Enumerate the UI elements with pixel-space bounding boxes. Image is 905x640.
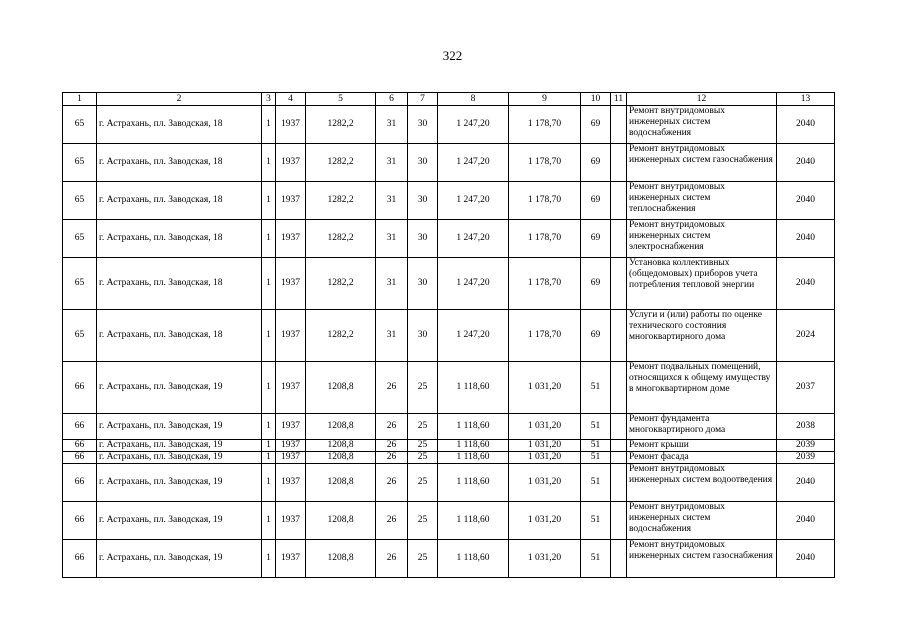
cell-year-built: 1937 xyxy=(276,182,306,220)
table-row xyxy=(63,106,835,144)
cell-flat-count: 26 xyxy=(376,540,408,578)
cell-year-built: 1937 xyxy=(276,362,306,414)
cell-residents: 69 xyxy=(581,220,611,258)
cell-house-number: 65 xyxy=(63,220,97,258)
table-row xyxy=(63,362,835,414)
cell-entrance-count: 1 xyxy=(262,220,276,258)
cell-house-number: 66 xyxy=(63,540,97,578)
column-number: 12 xyxy=(627,93,777,106)
cell-address: г. Астрахань, пл. Заводская, 19 xyxy=(97,362,262,414)
cell-col-11 xyxy=(611,182,627,220)
cell-residents: 69 xyxy=(581,310,611,362)
table-row xyxy=(63,414,835,440)
cell-col-11 xyxy=(611,464,627,502)
cell-work-type: Ремонт подвальных помещений, относящихся к общему имуществу в многоквартирном доме xyxy=(627,362,777,414)
cell-year-planned: 2040 xyxy=(777,464,835,502)
cell-owned-area: 1 031,20 xyxy=(509,414,581,440)
cell-year-built: 1937 xyxy=(276,414,306,440)
cell-address: г. Астрахань, пл. Заводская, 18 xyxy=(97,220,262,258)
cell-year-planned: 2040 xyxy=(777,540,835,578)
cell-entrance-count: 1 xyxy=(262,464,276,502)
cell-living-area: 1 118,60 xyxy=(438,540,509,578)
column-number: 1 xyxy=(63,93,97,106)
cell-residential-count: 25 xyxy=(408,362,438,414)
cell-total-area: 1282,2 xyxy=(306,144,376,182)
cell-flat-count: 26 xyxy=(376,440,408,452)
cell-flat-count: 31 xyxy=(376,106,408,144)
cell-year-built: 1937 xyxy=(276,452,306,464)
cell-owned-area: 1 031,20 xyxy=(509,452,581,464)
cell-col-11 xyxy=(611,452,627,464)
table-row xyxy=(63,464,835,502)
cell-house-number: 66 xyxy=(63,362,97,414)
cell-residents: 51 xyxy=(581,440,611,452)
cell-address: г. Астрахань, пл. Заводская, 18 xyxy=(97,258,262,310)
cell-col-11 xyxy=(611,414,627,440)
cell-entrance-count: 1 xyxy=(262,502,276,540)
cell-address: г. Астрахань, пл. Заводская, 19 xyxy=(97,464,262,502)
cell-living-area: 1 247,20 xyxy=(438,220,509,258)
cell-address: г. Астрахань, пл. Заводская, 19 xyxy=(97,502,262,540)
cell-col-11 xyxy=(611,310,627,362)
cell-year-built: 1937 xyxy=(276,310,306,362)
cell-flat-count: 31 xyxy=(376,258,408,310)
cell-residential-count: 30 xyxy=(408,144,438,182)
cell-year-built: 1937 xyxy=(276,220,306,258)
cell-living-area: 1 247,20 xyxy=(438,106,509,144)
cell-living-area: 1 118,60 xyxy=(438,452,509,464)
cell-living-area: 1 118,60 xyxy=(438,414,509,440)
cell-year-planned: 2037 xyxy=(777,362,835,414)
cell-house-number: 66 xyxy=(63,452,97,464)
cell-entrance-count: 1 xyxy=(262,540,276,578)
cell-year-built: 1937 xyxy=(276,144,306,182)
cell-year-planned: 2039 xyxy=(777,440,835,452)
cell-living-area: 1 118,60 xyxy=(438,362,509,414)
cell-house-number: 65 xyxy=(63,182,97,220)
cell-total-area: 1282,2 xyxy=(306,182,376,220)
cell-work-type: Ремонт фундамента многоквартирного дома xyxy=(627,414,777,440)
cell-work-type: Ремонт крыши xyxy=(627,440,777,452)
cell-residents: 51 xyxy=(581,502,611,540)
cell-flat-count: 26 xyxy=(376,502,408,540)
cell-work-type: Ремонт внутридомовых инженерных систем газоснабжения xyxy=(627,540,777,578)
cell-living-area: 1 247,20 xyxy=(438,182,509,220)
cell-entrance-count: 1 xyxy=(262,182,276,220)
cell-entrance-count: 1 xyxy=(262,310,276,362)
cell-owned-area: 1 178,70 xyxy=(509,182,581,220)
column-number: 7 xyxy=(408,93,438,106)
column-number: 5 xyxy=(306,93,376,106)
cell-col-11 xyxy=(611,362,627,414)
cell-residents: 51 xyxy=(581,452,611,464)
cell-year-built: 1937 xyxy=(276,440,306,452)
cell-residents: 51 xyxy=(581,362,611,414)
column-number: 6 xyxy=(376,93,408,106)
cell-house-number: 66 xyxy=(63,440,97,452)
cell-year-planned: 2040 xyxy=(777,106,835,144)
cell-work-type: Ремонт внутридомовых инженерных систем водоснабжения xyxy=(627,106,777,144)
cell-year-planned: 2040 xyxy=(777,258,835,310)
header-row xyxy=(63,93,835,106)
cell-flat-count: 31 xyxy=(376,144,408,182)
cell-work-type: Установка коллективных (общедомовых) приборов учета потребления тепловой энергии xyxy=(627,258,777,310)
cell-col-11 xyxy=(611,144,627,182)
cell-owned-area: 1 178,70 xyxy=(509,258,581,310)
cell-address: г. Астрахань, пл. Заводская, 19 xyxy=(97,414,262,440)
cell-col-11 xyxy=(611,540,627,578)
cell-owned-area: 1 031,20 xyxy=(509,502,581,540)
cell-residential-count: 25 xyxy=(408,440,438,452)
cell-house-number: 65 xyxy=(63,144,97,182)
cell-residential-count: 25 xyxy=(408,540,438,578)
cell-total-area: 1282,2 xyxy=(306,220,376,258)
cell-living-area: 1 247,20 xyxy=(438,310,509,362)
cell-address: г. Астрахань, пл. Заводская, 19 xyxy=(97,440,262,452)
cell-work-type: Ремонт внутридомовых инженерных систем теплоснабжения xyxy=(627,182,777,220)
cell-total-area: 1208,8 xyxy=(306,440,376,452)
cell-address: г. Астрахань, пл. Заводская, 19 xyxy=(97,540,262,578)
cell-entrance-count: 1 xyxy=(262,144,276,182)
cell-flat-count: 31 xyxy=(376,220,408,258)
cell-work-type: Ремонт внутридомовых инженерных систем электроснабжения xyxy=(627,220,777,258)
table-row xyxy=(63,182,835,220)
cell-residents: 51 xyxy=(581,414,611,440)
cell-house-number: 66 xyxy=(63,502,97,540)
cell-year-planned: 2040 xyxy=(777,144,835,182)
cell-residential-count: 25 xyxy=(408,502,438,540)
cell-entrance-count: 1 xyxy=(262,106,276,144)
cell-col-11 xyxy=(611,220,627,258)
cell-col-11 xyxy=(611,440,627,452)
column-number: 9 xyxy=(509,93,581,106)
cell-total-area: 1282,2 xyxy=(306,106,376,144)
column-number: 2 xyxy=(97,93,262,106)
cell-year-built: 1937 xyxy=(276,106,306,144)
cell-year-built: 1937 xyxy=(276,540,306,578)
table-row xyxy=(63,310,835,362)
cell-address: г. Астрахань, пл. Заводская, 18 xyxy=(97,144,262,182)
cell-house-number: 65 xyxy=(63,310,97,362)
cell-total-area: 1208,8 xyxy=(306,464,376,502)
cell-living-area: 1 247,20 xyxy=(438,258,509,310)
cell-residential-count: 30 xyxy=(408,220,438,258)
cell-flat-count: 26 xyxy=(376,414,408,440)
cell-work-type: Услуги и (или) работы по оценке технического состояния многоквартирного дома xyxy=(627,310,777,362)
cell-total-area: 1208,8 xyxy=(306,362,376,414)
cell-owned-area: 1 031,20 xyxy=(509,362,581,414)
column-number: 4 xyxy=(276,93,306,106)
cell-house-number: 66 xyxy=(63,414,97,440)
cell-living-area: 1 118,60 xyxy=(438,440,509,452)
cell-residents: 51 xyxy=(581,464,611,502)
cell-residential-count: 30 xyxy=(408,258,438,310)
cell-address: г. Астрахань, пл. Заводская, 18 xyxy=(97,182,262,220)
table-row xyxy=(63,220,835,258)
cell-total-area: 1208,8 xyxy=(306,502,376,540)
column-number-header xyxy=(63,93,835,106)
cell-owned-area: 1 031,20 xyxy=(509,464,581,502)
table-row xyxy=(63,440,835,452)
cell-year-planned: 2040 xyxy=(777,182,835,220)
cell-col-11 xyxy=(611,258,627,310)
cell-year-planned: 2039 xyxy=(777,452,835,464)
cell-house-number: 66 xyxy=(63,464,97,502)
cell-house-number: 65 xyxy=(63,106,97,144)
cell-residential-count: 30 xyxy=(408,182,438,220)
cell-owned-area: 1 178,70 xyxy=(509,106,581,144)
cell-residential-count: 30 xyxy=(408,310,438,362)
cell-work-type: Ремонт внутридомовых инженерных систем водоснабжения xyxy=(627,502,777,540)
cell-flat-count: 31 xyxy=(376,310,408,362)
cell-work-type: Ремонт внутридомовых инженерных систем газоснабжения xyxy=(627,144,777,182)
repair-schedule-table xyxy=(62,92,835,578)
cell-flat-count: 26 xyxy=(376,452,408,464)
cell-entrance-count: 1 xyxy=(262,440,276,452)
cell-entrance-count: 1 xyxy=(262,258,276,310)
cell-total-area: 1282,2 xyxy=(306,258,376,310)
cell-col-11 xyxy=(611,106,627,144)
page-number: 322 xyxy=(442,48,463,63)
cell-flat-count: 31 xyxy=(376,182,408,220)
cell-address: г. Астрахань, пл. Заводская, 18 xyxy=(97,310,262,362)
column-number: 3 xyxy=(262,93,276,106)
cell-flat-count: 26 xyxy=(376,362,408,414)
cell-residential-count: 25 xyxy=(408,414,438,440)
column-number: 13 xyxy=(777,93,835,106)
table-row xyxy=(63,258,835,310)
cell-residents: 69 xyxy=(581,144,611,182)
cell-residential-count: 30 xyxy=(408,106,438,144)
cell-total-area: 1208,8 xyxy=(306,540,376,578)
cell-year-planned: 2024 xyxy=(777,310,835,362)
cell-year-planned: 2038 xyxy=(777,414,835,440)
cell-year-planned: 2040 xyxy=(777,502,835,540)
cell-residents: 69 xyxy=(581,106,611,144)
cell-owned-area: 1 031,20 xyxy=(509,440,581,452)
cell-living-area: 1 118,60 xyxy=(438,502,509,540)
cell-owned-area: 1 178,70 xyxy=(509,310,581,362)
cell-residential-count: 25 xyxy=(408,464,438,502)
cell-year-built: 1937 xyxy=(276,502,306,540)
cell-residents: 69 xyxy=(581,258,611,310)
cell-entrance-count: 1 xyxy=(262,414,276,440)
column-number: 8 xyxy=(438,93,509,106)
cell-entrance-count: 1 xyxy=(262,452,276,464)
cell-total-area: 1208,8 xyxy=(306,452,376,464)
cell-col-11 xyxy=(611,502,627,540)
table-row xyxy=(63,540,835,578)
table-row xyxy=(63,452,835,464)
cell-year-planned: 2040 xyxy=(777,220,835,258)
cell-owned-area: 1 178,70 xyxy=(509,220,581,258)
cell-address: г. Астрахань, пл. Заводская, 18 xyxy=(97,106,262,144)
cell-house-number: 65 xyxy=(63,258,97,310)
cell-year-built: 1937 xyxy=(276,258,306,310)
cell-total-area: 1208,8 xyxy=(306,414,376,440)
table-row xyxy=(63,502,835,540)
cell-work-type: Ремонт внутридомовых инженерных систем водоотведения xyxy=(627,464,777,502)
cell-year-built: 1937 xyxy=(276,464,306,502)
cell-entrance-count: 1 xyxy=(262,362,276,414)
cell-living-area: 1 118,60 xyxy=(438,464,509,502)
cell-residents: 69 xyxy=(581,182,611,220)
cell-owned-area: 1 031,20 xyxy=(509,540,581,578)
cell-residents: 51 xyxy=(581,540,611,578)
cell-work-type: Ремонт фасада xyxy=(627,452,777,464)
cell-residential-count: 25 xyxy=(408,452,438,464)
cell-total-area: 1282,2 xyxy=(306,310,376,362)
column-number: 10 xyxy=(581,93,611,106)
cell-flat-count: 26 xyxy=(376,464,408,502)
table-body xyxy=(63,106,835,578)
column-number: 11 xyxy=(611,93,627,106)
cell-living-area: 1 247,20 xyxy=(438,144,509,182)
cell-address: г. Астрахань, пл. Заводская, 19 xyxy=(97,452,262,464)
cell-owned-area: 1 178,70 xyxy=(509,144,581,182)
table-row xyxy=(63,144,835,182)
